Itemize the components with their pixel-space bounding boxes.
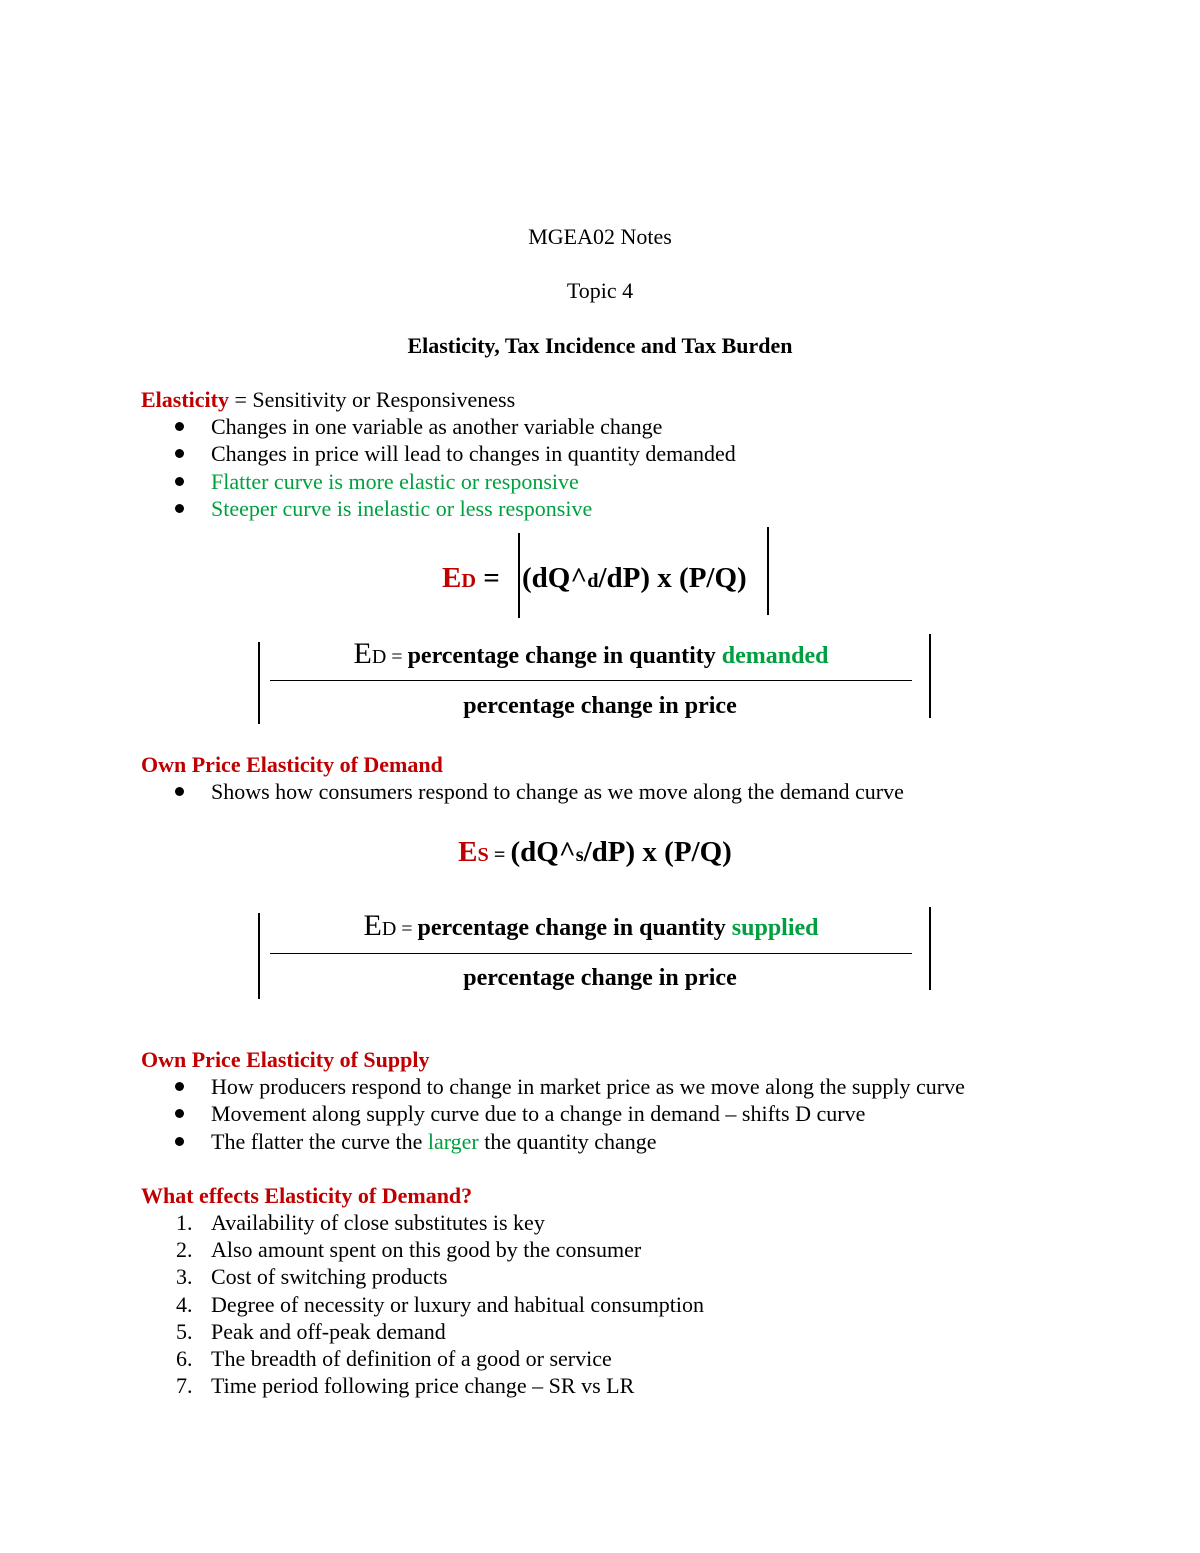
fraction-numerator-text: percentage change in quantity [417, 915, 732, 941]
fraction-e: E [353, 637, 372, 670]
fraction-subscript: D [381, 918, 397, 940]
document-subtitle: Elasticity, Tax Incidence and Tax Burden [407, 333, 793, 358]
formula-e: E [442, 562, 462, 594]
list-item-text: The flatter the curve the [211, 1129, 428, 1154]
list-item: Availability of close substitutes is key [211, 1210, 545, 1235]
abs-bar-left [518, 533, 520, 618]
formula-expr-a: (dQ^ [510, 836, 576, 868]
fraction-numerator-highlight: supplied [731, 915, 819, 941]
list-number: 4. [176, 1292, 193, 1317]
formula-expr-sub: d [587, 570, 599, 592]
supply-fraction-numerator [270, 910, 912, 945]
list-item: Degree of necessity or luxury and habitual consumption [211, 1292, 705, 1317]
elasticity-definition [141, 386, 515, 414]
elasticity-term: Elasticity [141, 387, 229, 412]
fraction-numerator-highlight: demanded [721, 643, 829, 669]
formula-expr-b: /dP) x (P/Q) [598, 562, 747, 594]
fraction-numerator-text: percentage change in quantity [407, 643, 722, 669]
formula-expr-sub: s [575, 844, 584, 866]
abs-bar-left [258, 642, 260, 724]
list-item: Peak and off-peak demand [211, 1319, 446, 1344]
bullet-icon [175, 1109, 184, 1118]
fraction-e: E [363, 909, 382, 942]
demand-elasticity-formula-lhs [442, 560, 500, 599]
bullet-icon [175, 1137, 184, 1146]
list-item: How producers respond to change in market price as we move along the supply curve [211, 1074, 965, 1099]
list-item: Also amount spent on this good by the consumer [211, 1237, 642, 1262]
section-heading-supply: Own Price Elasticity of Supply [141, 1047, 430, 1072]
formula-expr-a: (dQ^ [522, 562, 588, 594]
formula-expr-b: /dP) x (P/Q) [583, 836, 732, 868]
fraction-equals: = [386, 646, 408, 668]
list-item: Steeper curve is inelastic or less responsive [211, 496, 593, 521]
list-number: 7. [176, 1373, 193, 1398]
list-item: Shows how consumers respond to change as we move along the demand curve [211, 779, 904, 804]
bullet-icon [175, 787, 184, 796]
elasticity-definition-text: = Sensitivity or Responsiveness [229, 387, 516, 412]
list-number: 6. [176, 1346, 193, 1371]
bullet-icon [175, 422, 184, 431]
list-item: Movement along supply curve due to a change in demand – shifts D curve [211, 1101, 866, 1126]
section-heading-effects: What effects Elasticity of Demand? [141, 1183, 473, 1208]
bullet-icon [175, 449, 184, 458]
list-item: Cost of switching products [211, 1264, 448, 1289]
abs-bar-right [929, 907, 931, 990]
document-title: MGEA02 Notes [528, 224, 672, 249]
list-item-highlight: larger [427, 1129, 479, 1154]
list-item [211, 1128, 657, 1156]
list-item: Time period following price change – SR vs LR [211, 1373, 635, 1398]
demand-fraction-denominator: percentage change in price [463, 693, 737, 719]
list-item: Flatter curve is more elastic or responsive [211, 469, 579, 494]
list-number: 5. [176, 1319, 193, 1344]
supply-elasticity-formula [0, 834, 1190, 873]
fraction-bar [270, 680, 912, 681]
formula-equals: = [476, 562, 500, 594]
list-item: Changes in one variable as another variable change [211, 414, 663, 439]
list-number: 2. [176, 1237, 193, 1262]
bullet-icon [175, 504, 184, 513]
formula-subscript: S [477, 844, 489, 866]
list-number: 3. [176, 1264, 193, 1289]
fraction-subscript: D [371, 646, 387, 668]
fraction-bar [270, 953, 912, 954]
fraction-equals: = [396, 918, 418, 940]
bullet-icon [175, 1082, 184, 1091]
formula-subscript: D [461, 570, 476, 592]
bullet-icon [175, 477, 184, 486]
section-heading-demand: Own Price Elasticity of Demand [141, 752, 443, 777]
abs-bar-right [929, 634, 931, 718]
list-item-text: the quantity change [478, 1129, 657, 1154]
list-number: 1. [176, 1210, 193, 1235]
supply-fraction-denominator: percentage change in price [463, 965, 737, 991]
list-item: The breadth of definition of a good or service [211, 1346, 612, 1371]
formula-equals: = [488, 844, 511, 866]
topic-label: Topic 4 [566, 278, 634, 303]
demand-elasticity-formula-rhs [522, 560, 747, 599]
list-item: Changes in price will lead to changes in quantity demanded [211, 441, 736, 466]
abs-bar-left [258, 913, 260, 999]
demand-fraction-numerator [270, 638, 912, 673]
abs-bar-right [767, 527, 769, 615]
formula-e: E [458, 836, 478, 868]
